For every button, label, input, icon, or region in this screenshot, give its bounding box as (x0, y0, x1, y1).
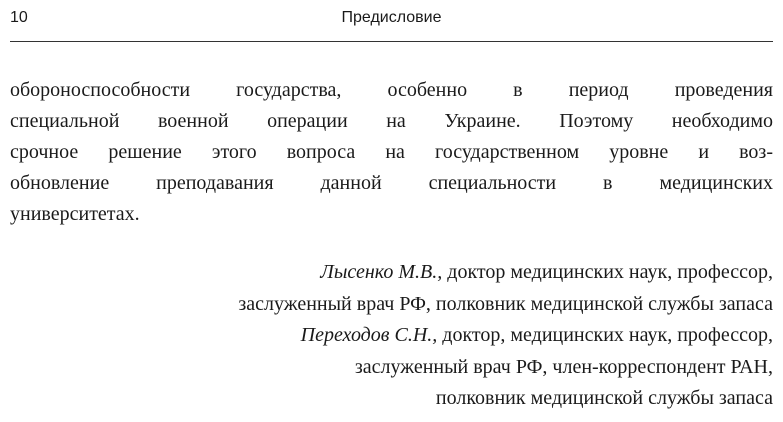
author-name: Переходов С.Н., (300, 324, 438, 346)
author-credentials: доктор медицинских наук, профессор, (442, 261, 773, 283)
paragraph-line: университетах. (10, 203, 140, 225)
signature-line (10, 257, 773, 289)
paragraph-line: обороноспособности государства, особенно в период проведения (10, 79, 773, 101)
author-credentials: полковник медицинской службы запаса (435, 387, 773, 409)
running-title: Предисловие (341, 9, 442, 26)
author-name: Лысенко М.В., (320, 261, 443, 283)
page-number: 10 (10, 9, 28, 26)
author-credentials: заслуженный врач РФ, член-корреспондент РАН, (354, 355, 773, 378)
signature-line (10, 320, 773, 352)
page-header (10, 6, 773, 36)
paragraph-line: срочное решение этого вопроса на государственном уровне и воз- (10, 141, 773, 163)
author-credentials: заслуженный врач РФ, полковник медицинской службы запаса (238, 292, 773, 315)
paragraph-line: специальной военной операции на Украине. Поэтому необходимо (10, 110, 773, 132)
signature-block (10, 257, 773, 415)
paragraph-line: обновление преподавания данной специальности в медицинских (10, 172, 773, 194)
header-divider (10, 41, 773, 42)
author-credentials: доктор, медицинских наук, профессор, (437, 324, 773, 346)
body-paragraph (10, 75, 773, 230)
